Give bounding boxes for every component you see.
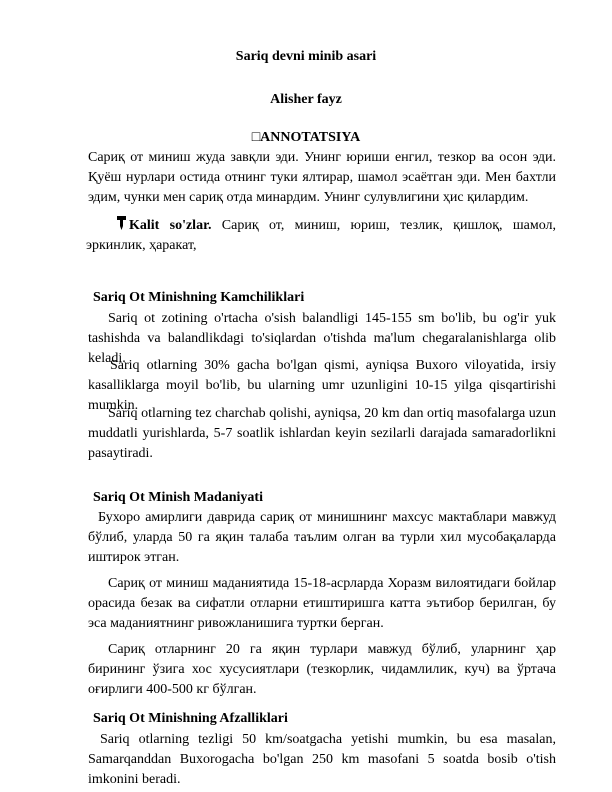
section-paragraph: Sariq otlarning tez charchab qolishi, ayniqsa, 20 km dan ortiq masofalarga uzun muddatli yurishlarda, 5-7 soatlik ishlardan keyin sezilarli darajada samaradorlikni pasaytiradi. bbox=[88, 406, 556, 461]
section-heading: Sariq Ot Minishning Kamchiliklari bbox=[93, 290, 305, 305]
section-heading: Sariq Ot Minishning Afzalliklari bbox=[93, 711, 288, 726]
section-paragraph: Sariq ot zotining o'rtacha o'sish balandligi 145-155 sm bo'lib, bu og'ir yuk tashishda va balandlikdagi to'siqlardan o'tishda ma'lum chegaralanishlarga olib keladi. bbox=[88, 311, 556, 366]
document-title: Sariq devni minib asari bbox=[235, 49, 377, 64]
section-heading: Sariq Ot Minish Madaniyati bbox=[93, 490, 263, 505]
section-paragraph: Бухоро амирлиги даврида сариқ от минишнинг махсус мактаблари мавжуд бўлиб, уларда 50 га яқин талаба таълим олган ва турли хил мусобақаларда иштирок этган. bbox=[88, 510, 556, 565]
section-paragraph: Sariq otlarning tezligi 50 km/soatgacha yetishi mumkin, bu esa masalan, Samarqanddan Buxorogacha bo'lgan 250 km masofani 5 soatda bosib o'tish imkonini beradi. bbox=[88, 732, 556, 787]
pin-icon bbox=[117, 216, 126, 230]
annotation-text: Сариқ от миниш жуда завқли эди. Унинг юриши енгил, тезкор ва осон эди. Қуёш нурлари остида отнинг туки ялтирар, шамол эсаётган эди. Мен бахтли эдим, чунки мен сариқ отда минардим. Унинг сулувлигини ҳис қилардим. bbox=[88, 150, 556, 205]
keywords-paragraph bbox=[86, 216, 556, 256]
author-name: Alisher fayz bbox=[270, 92, 342, 107]
section-paragraph: Сариқ от миниш маданиятида 15-18-асрларда Хоразм вилоятидаги бойлар орасида безак ва сифатли отларни етиштиришга катта эътибор берилган, бу эса маданиятнинг ривожланишига туртки берган. bbox=[88, 576, 556, 631]
section-paragraph: Сариқ отларнинг 20 га яқин турлари мавжуд бўлиб, уларнинг ҳар бирининг ўзига хос хусусиятлари (тезкорлик, чидамлилик, куч) ва ўртача оғирлиги 400-500 кг бўлган. bbox=[88, 642, 556, 697]
keywords-list: Сариқ от, миниш, юриш, тезлик, қишлоқ, шамол, эркинлик, ҳаракат, bbox=[86, 218, 556, 253]
missing-glyph-icon: □ bbox=[251, 130, 261, 145]
section-paragraph: Sariq otlarning 30% gacha bo'lgan qismi, ayniqsa Buxoro viloyatida, irsiy kasalliklarga moyil bo'lib, bu ularning umr uzunligini 10-15 yilga qisqartirishi mumkin. bbox=[88, 358, 556, 413]
keywords-label: Kalit so'zlar. bbox=[129, 218, 212, 233]
annotation-heading: □ANNOTATSIYA bbox=[251, 130, 361, 145]
